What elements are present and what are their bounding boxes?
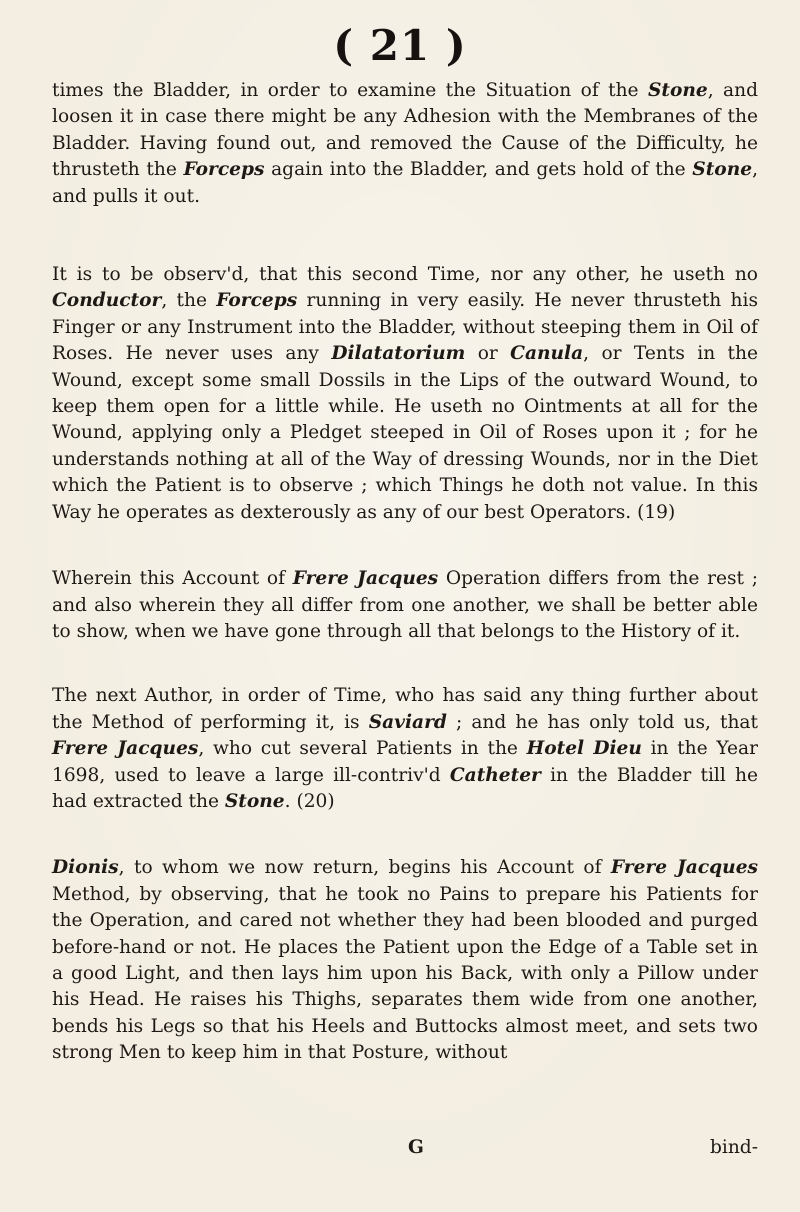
text-run: Operation differs from the rest ; and also wherein they all differ from one another, we shall be better able to show, when we have gone through all that belongs to the History of it. xyxy=(52,568,758,642)
signature-mark: G xyxy=(408,1137,424,1158)
catchword: bind- xyxy=(709,1137,758,1158)
text-run: ; and he has only told us, that xyxy=(446,711,758,733)
text-run: , and loosen it in case there might be any Adhesion with the Membranes of the Bladder. Having found out, and removed the Cause of the Difficulty, he thrusteth the xyxy=(52,80,758,181)
text-run: Method, by observing, that he took no Pains to prepare his Patients for the Operation, and cared not whether they had been blooded and purged before-hand or not. He places the Patient upon the Edge of a Table set in a good Light, and then lays him upon his Back, with only a Pillow under his Head. He raises his Thighs, separates them wide from one another, bends his Legs so that his Heels and Buttocks almost meet, and sets two strong Men to keep him in that Posture, without xyxy=(52,883,758,1064)
text-run: running in very easily. He never thrusteth his Finger or any Instrument into the Bladder, without steeping them in Oil of Roses. He never uses any xyxy=(52,290,758,365)
text-run: , and pulls it out. xyxy=(52,159,758,207)
text-run: , or Tents in the Wound, except some small Dossils in the Lips of the outward Wound, to keep them open for a little while. He useth no Ointments at all for the Wound, applying only a Pledget steeped in Oil of Roses upon it ; for he understands nothing at all of the Way of dressing Wounds, nor in the Diet which the Patient is to observe ; which Things he doth not value. In this Way he operates as dexterously as any of our best Operators. (19) xyxy=(52,343,759,523)
italic-term: Saviard xyxy=(368,711,447,733)
italic-term: Frere Jacques xyxy=(52,738,199,760)
italic-term: Catheter xyxy=(449,764,541,786)
text-run: Wherein this Account of xyxy=(52,568,293,590)
text-run: The next Author, in order of Time, who has said any thing further about the Method of performing it, is xyxy=(52,685,758,733)
text-run: , who cut several Patients in the xyxy=(198,738,527,760)
italic-term: Forceps xyxy=(216,290,298,312)
text-run: in the Bladder till he had extracted the xyxy=(52,764,758,812)
italic-term: Forceps xyxy=(183,159,265,181)
text-run: , to whom we now return, begins his Account of xyxy=(118,857,611,879)
text-run: again into the Bladder, and gets hold of the xyxy=(264,159,693,181)
italic-term: Frere Jacques xyxy=(292,568,439,590)
italic-term: Dionis xyxy=(52,857,119,879)
text-run: times the Bladder, in order to examine the Situation of the xyxy=(52,80,648,101)
text-run: It is to be observ'd, that this second Time, nor any other, he useth no xyxy=(52,264,758,286)
paragraph xyxy=(52,78,758,210)
italic-term: Stone xyxy=(692,159,753,181)
italic-term: Hotel Dieu xyxy=(526,738,642,760)
text-run: in the Year 1698, used to leave a large ill-contriv'd xyxy=(52,738,758,786)
text-run: , the xyxy=(161,290,217,312)
paragraph xyxy=(52,262,758,526)
text-run: . (20) xyxy=(284,790,335,812)
italic-term: Dilatatorium xyxy=(331,343,466,365)
paragraph xyxy=(52,566,758,645)
paragraph xyxy=(52,855,758,1066)
italic-term: Stone xyxy=(224,790,285,812)
italic-term: Canula xyxy=(510,343,584,365)
footer-line xyxy=(52,1135,758,1161)
paragraph xyxy=(52,683,758,815)
page-number: ( 21 ) xyxy=(333,21,467,70)
text-body xyxy=(52,78,758,1067)
text-run: or xyxy=(465,343,511,365)
italic-term: Frere Jacques xyxy=(610,857,758,879)
italic-term: Stone xyxy=(647,80,708,101)
italic-term: Conductor xyxy=(52,290,162,312)
